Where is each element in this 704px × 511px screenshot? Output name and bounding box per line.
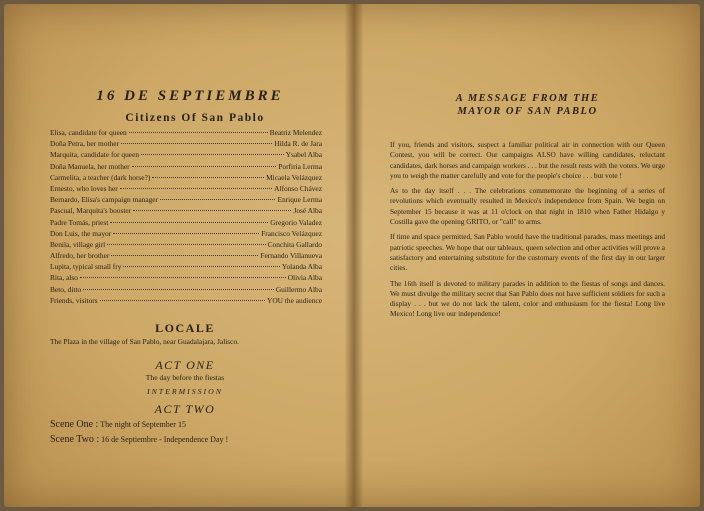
message-body (390, 140, 665, 325)
cast-actor: Alfonso Chávez (274, 183, 322, 193)
cast-row (50, 285, 322, 296)
leader-dots (121, 143, 272, 144)
scene-one-text: The night of September 15 (100, 420, 186, 429)
cast-actor: Fernando Villanueva (260, 251, 322, 261)
act-two-heading: ACT TWO (154, 402, 216, 416)
cast-role: Carmelita, a teacher (dark horse?) (50, 172, 151, 182)
leader-dots (132, 166, 277, 167)
cast-role: Ernesto, who loves her (50, 183, 118, 193)
leader-dots (83, 289, 274, 290)
cast-role: Elisa, candidate for queen (50, 128, 127, 137)
leader-dots (100, 300, 265, 301)
page-gutter (345, 4, 363, 507)
cast-row (50, 229, 322, 240)
message-paragraph: As to the day itself . . . The celebrations commemorate the beginning of a series of revolutions which eventually resulted in Mexico's independence from Spain. We begin on September 15 because it was at 11 o'clock on that night in 1810 when Father Hidalgo y Costilla gave the opening GRITO, or "call" to arms. (390, 186, 665, 227)
right-page (390, 0, 665, 511)
cast-role: Alfredo, her brother (50, 251, 110, 261)
scene-one-label: Scene One : (50, 419, 99, 430)
cast-role: Marquita, candidate for queen (50, 150, 140, 160)
cast-role: Doña Petra, her mother (50, 139, 119, 149)
leader-dots (133, 210, 291, 211)
cast-role: Friends, visitors (50, 295, 98, 305)
cast-role: Don Luis, the mayor (50, 228, 112, 238)
cast-row (50, 128, 322, 139)
cast-role: Pascual, Marquita's booster (50, 206, 132, 216)
leader-dots (80, 277, 286, 278)
leader-dots (123, 266, 279, 267)
cast-actor: YOU the audience (267, 295, 322, 305)
cast-row (50, 206, 322, 217)
cast-actor: Ysabel Alba (285, 150, 322, 160)
act-one-heading: ACT ONE (155, 358, 215, 372)
locale-text: The Plaza in the village of San Pablo, near Guadalajara, Jalisco. (50, 337, 240, 346)
cast-role: Lupita, typical small fry (50, 262, 122, 272)
cast-actor: Guillermo Alba (275, 284, 322, 294)
leader-dots (113, 233, 259, 234)
cast-role: Bernardo, Elisa's campaign manager (50, 195, 159, 205)
cast-row (50, 262, 322, 273)
leader-dots (107, 244, 265, 245)
leader-dots (120, 188, 272, 189)
cast-actor: Enrique Lerma (277, 195, 322, 205)
message-paragraph: The 16th itself is devoted to military parades in addition to the fiestas of songs and dances. We must divulge the military secret that San Pablo does not have sufficient soldiers for such a display . . . but we do not lack the talent, color and enthusiasm for the fiesta! Long live Mexico! Long live our independence! (390, 278, 665, 319)
leader-dots (160, 199, 275, 200)
cast-actor: José Alba (293, 206, 322, 216)
scene-two-text: 16 de Septiembre - Independence Day ! (101, 435, 229, 444)
cast-actor: Olivia Alba (287, 273, 322, 283)
scene-two-label: Scene Two : (50, 434, 100, 445)
cast-actor: Micaela Velázquez (266, 172, 322, 182)
cast-role: Padre Tomás, priest (50, 217, 109, 227)
leader-dots (152, 177, 264, 178)
cast-row (50, 240, 322, 251)
cast-row (50, 251, 322, 262)
cast-row (50, 296, 322, 307)
leader-dots (129, 132, 268, 133)
cast-role: Doña Manuela, her mother (50, 161, 130, 171)
cast-role: Benila, village girl (50, 239, 106, 249)
cast-role: Beto, ditto (50, 284, 82, 294)
cast-row (50, 184, 322, 195)
act-one-text: The day before the fiestas (145, 373, 225, 382)
cast-actor: Conchita Gallardo (267, 239, 322, 249)
cast-actor: Porfiria Lerma (278, 161, 322, 171)
message-paragraph: If you, friends and visitors, suspect a familiar political air in connection with our Queen Contest, you will be correct. Our campaigns ALSO have willing candidates, reluctant candidates, dark horses and campaign workers . . . but the result rests with the voters. We urge you to weigh the matter carefully and vote for the people's choice . . . but vote ! (390, 140, 665, 180)
leader-dots (141, 154, 284, 155)
message-title-line1: A MESSAGE FROM THE (455, 93, 600, 104)
cast-actor: Yolanda Alba (281, 262, 322, 272)
cast-actor: Francisco Velázquez (261, 228, 322, 238)
program-title: 16 DE SEPTIEMBRE (96, 88, 284, 104)
cast-heading: Citizens Of San Pablo (125, 112, 265, 124)
cast-row (50, 150, 322, 161)
message-paragraph: If time and space permitted, San Pablo would have the traditional parades, mass meetings and patriotic speeches. We hope that our tableaux, queen selection and other activities will prove a satisfactory and entertaining substitute for the customary events of the first day in our larger cities. (390, 232, 665, 273)
cast-actor: Hilda R. de Jara (274, 139, 322, 149)
cast-row (50, 195, 322, 206)
intermission-label: INTERMISSION (147, 387, 223, 396)
message-title (390, 92, 665, 118)
leader-dots (111, 255, 258, 256)
scene-two (50, 434, 330, 445)
message-title-line2: MAYOR OF SAN PABLO (457, 106, 598, 117)
cast-row (50, 273, 322, 284)
locale-heading: LOCALE (155, 321, 215, 335)
scene-one (50, 419, 330, 430)
cast-row (50, 139, 322, 150)
cast-row (50, 162, 322, 173)
left-page (40, 0, 330, 511)
cast-row (50, 173, 322, 184)
cast-row (50, 218, 322, 229)
cast-list (50, 128, 322, 307)
leader-dots (110, 222, 268, 223)
cast-actor: Gregorio Valadez (270, 217, 322, 227)
cast-actor: Beatriz Melendez (269, 128, 322, 137)
cast-role: Rita, also (50, 273, 78, 283)
